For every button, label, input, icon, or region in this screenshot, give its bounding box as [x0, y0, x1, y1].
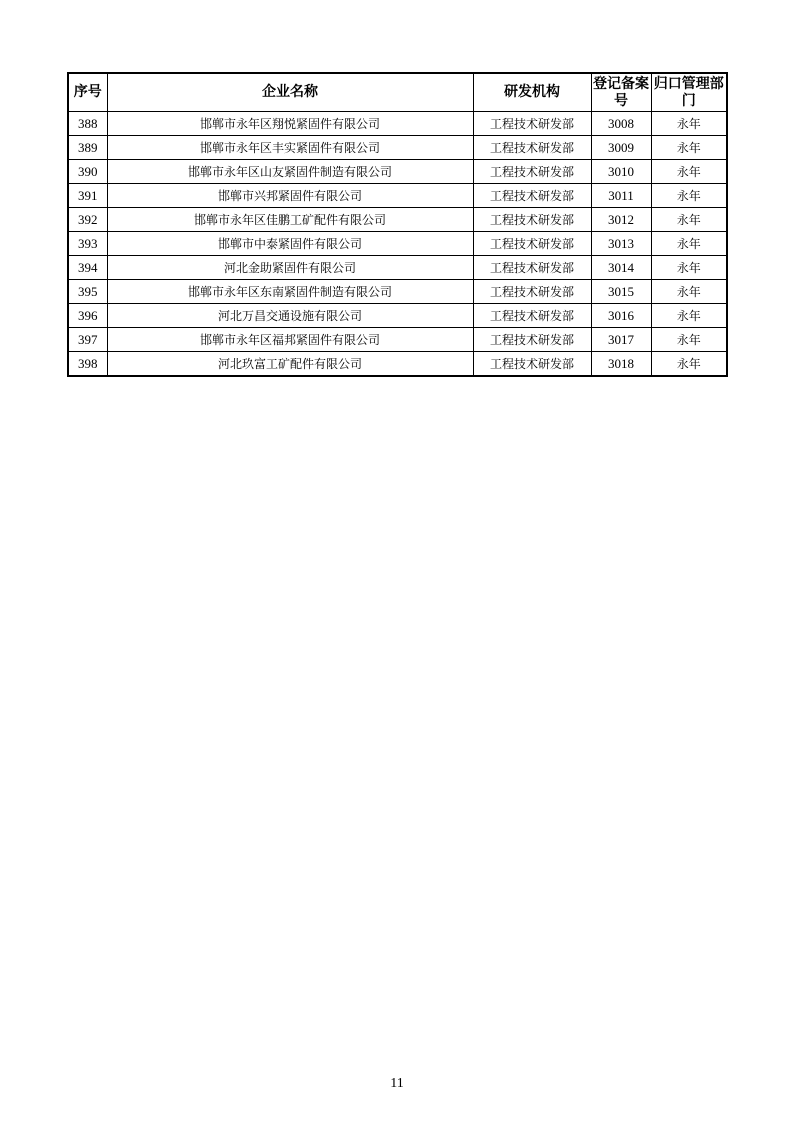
- row-institution: 工程技术研发部: [473, 304, 591, 328]
- row-institution: 工程技术研发部: [473, 184, 591, 208]
- table-header: [68, 73, 727, 112]
- row-department: 永年: [651, 256, 727, 280]
- row-company-name: 河北玖富工矿配件有限公司: [107, 352, 473, 377]
- row-institution: 工程技术研发部: [473, 136, 591, 160]
- table-row: [68, 112, 727, 136]
- header-department: 归口管理部门: [651, 73, 727, 112]
- row-company-name: 河北万昌交通设施有限公司: [107, 304, 473, 328]
- row-department: 永年: [651, 352, 727, 377]
- row-registration-number: 3012: [591, 208, 651, 232]
- row-department: 永年: [651, 208, 727, 232]
- row-institution: 工程技术研发部: [473, 208, 591, 232]
- row-company-name: 河北金助紧固件有限公司: [107, 256, 473, 280]
- row-department: 永年: [651, 184, 727, 208]
- table-row: [68, 184, 727, 208]
- header-index: 序号: [68, 73, 107, 112]
- row-registration-number: 3010: [591, 160, 651, 184]
- row-index: 392: [68, 208, 107, 232]
- row-company-name: 邯郸市永年区福邦紧固件有限公司: [107, 328, 473, 352]
- row-index: 395: [68, 280, 107, 304]
- table-row: [68, 280, 727, 304]
- row-index: 396: [68, 304, 107, 328]
- page-number: 11: [390, 1076, 404, 1091]
- row-registration-number: 3014: [591, 256, 651, 280]
- row-company-name: 邯郸市中泰紧固件有限公司: [107, 232, 473, 256]
- row-department: 永年: [651, 280, 727, 304]
- table-body: [68, 112, 727, 377]
- row-company-name: 邯郸市永年区山友紧固件制造有限公司: [107, 160, 473, 184]
- row-institution: 工程技术研发部: [473, 352, 591, 377]
- row-institution: 工程技术研发部: [473, 232, 591, 256]
- table-row: [68, 328, 727, 352]
- row-index: 394: [68, 256, 107, 280]
- row-institution: 工程技术研发部: [473, 328, 591, 352]
- table-row: [68, 352, 727, 377]
- row-company-name: 邯郸市永年区东南紧固件制造有限公司: [107, 280, 473, 304]
- table-row: [68, 232, 727, 256]
- row-index: 391: [68, 184, 107, 208]
- row-index: 398: [68, 352, 107, 377]
- table-row: [68, 256, 727, 280]
- row-registration-number: 3018: [591, 352, 651, 377]
- row-index: 388: [68, 112, 107, 136]
- row-registration-number: 3008: [591, 112, 651, 136]
- row-registration-number: 3015: [591, 280, 651, 304]
- row-company-name: 邯郸市永年区丰实紧固件有限公司: [107, 136, 473, 160]
- table-row: [68, 304, 727, 328]
- row-department: 永年: [651, 112, 727, 136]
- row-registration-number: 3013: [591, 232, 651, 256]
- row-company-name: 邯郸市兴邦紧固件有限公司: [107, 184, 473, 208]
- row-registration-number: 3017: [591, 328, 651, 352]
- row-department: 永年: [651, 304, 727, 328]
- row-department: 永年: [651, 160, 727, 184]
- row-department: 永年: [651, 328, 727, 352]
- row-company-name: 邯郸市永年区佳鹏工矿配件有限公司: [107, 208, 473, 232]
- row-registration-number: 3011: [591, 184, 651, 208]
- row-index: 390: [68, 160, 107, 184]
- row-institution: 工程技术研发部: [473, 160, 591, 184]
- row-department: 永年: [651, 232, 727, 256]
- row-institution: 工程技术研发部: [473, 280, 591, 304]
- header-institution: 研发机构: [473, 73, 591, 112]
- header-row: [68, 73, 727, 112]
- row-index: 393: [68, 232, 107, 256]
- row-registration-number: 3016: [591, 304, 651, 328]
- row-institution: 工程技术研发部: [473, 112, 591, 136]
- row-registration-number: 3009: [591, 136, 651, 160]
- table-row: [68, 208, 727, 232]
- row-institution: 工程技术研发部: [473, 256, 591, 280]
- table-row: [68, 160, 727, 184]
- row-company-name: 邯郸市永年区翔悦紧固件有限公司: [107, 112, 473, 136]
- row-index: 389: [68, 136, 107, 160]
- row-department: 永年: [651, 136, 727, 160]
- table-row: [68, 136, 727, 160]
- header-registration-number: 登记备案号: [591, 73, 651, 112]
- header-company-name: 企业名称: [107, 73, 473, 112]
- registry-table: [67, 72, 728, 377]
- row-index: 397: [68, 328, 107, 352]
